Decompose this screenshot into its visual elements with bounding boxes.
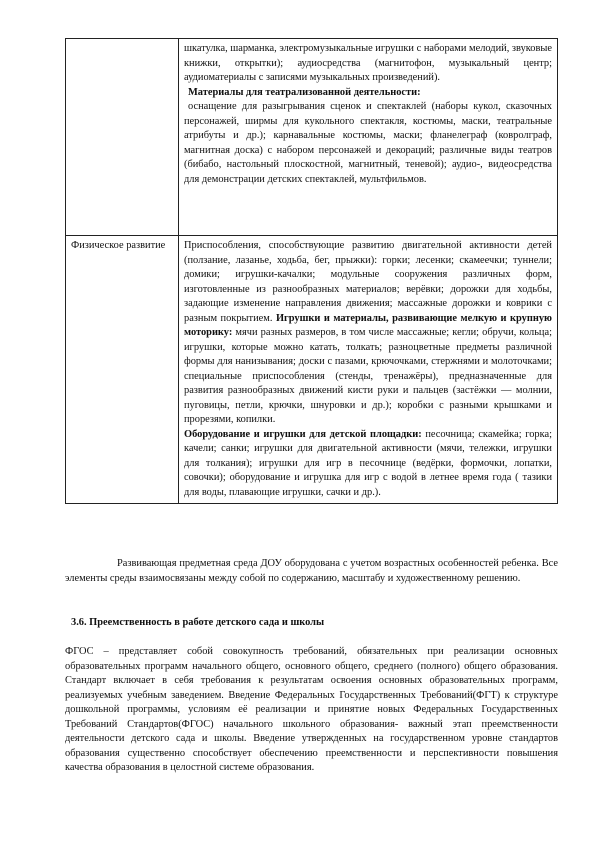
playground-items: песочница; скамейка; горка; качели; санки; игрушки для двигательной активности (мячи, тележки, игрушки для толкания); игрушки для игр в песочнице (ведёрки, формочки, лопатки, совочки); оборудование и игрушка для игр с водой в летнее время года ( тазики для воды, плавающие игрушки, сачки и др.).	[184, 428, 552, 498]
equipment-table	[65, 38, 558, 504]
environment-paragraph: Развивающая предметная среда ДОУ оборудована с учетом возрастных особенностей ребенка. Все элементы среды взаимосвязаны между собой по содержанию, масштабу и художественному решению.	[65, 558, 558, 584]
motor-skills-text: мячи разных размеров, в том числе массажные; кегли; обручи, кольца; игрушки, которые можно катать, толкать; разноцветные предметы различной формы для нанизывания; доски с пазами, крючочками, стержнями и молоточками; специальные приспособления (стенды, тренажёры), предназначенные для развития разнообразных движений кисти руки и пальцев (застёжки — молнии, пуговицы, петли, крючки, шнуровки и др.); коробки с разными крышками и прорезями, копилки.	[184, 327, 552, 425]
motor-skills-heading: Игрушки и материалы, развивающие мелкую и крупную моторику:	[184, 312, 552, 338]
table-cell-area: Физическое развитие	[66, 236, 179, 504]
playground-text	[184, 428, 552, 501]
theatre-materials-text: оснащение для разыгрывания сценок и спектаклей (наборы кукол, сказочных персонажей, ширмы для кукольного спектакля, костюмы, маски, театральные атрибуты и др.); карнавальные костюмы, маски; фланелеграф (ковролграф, магнитная доска) с набором персонажей и декораций; различные виды театров (бибабо, настольный плоскостной, магнитный, теневой); аудио-, видеосредства для демонстрации детских спектаклей, мультфильмов.	[184, 101, 552, 185]
table-row	[66, 236, 558, 504]
playground-heading: Оборудование и игрушки для детской площадки:	[184, 428, 422, 440]
table-cell-content	[179, 236, 558, 504]
table-row	[66, 39, 558, 236]
music-materials-text: шкатулка, шарманка, электромузыкальные игрушки с наборами мелодий, звуковые книжки, открытки); аудиосредства (магнитофон, музыкальный центр; аудиоматериалы с записями музыкальных произведений).	[184, 43, 552, 83]
physical-development-text	[184, 239, 552, 428]
section-title: 3.6. Преемственность в работе детского сада и школы	[71, 617, 325, 628]
physical-development-intro: Приспособления, способствующие развитию двигательной активности детей (ползание, лазанье, ходьба, бег, прыжки): горки; лесенки; скамеечки; туннели; домики; игрушки-качалки; модульные сооружения различных форм, изготовленные из разнообразных материалов; верёвки; дорожки для ходьбы, задающие изменение направления движения; массажные дорожки и коврики с разным покрытием.	[184, 240, 552, 324]
theatre-materials-heading: Материалы для театрализованной деятельности:	[188, 86, 421, 98]
section-paragraph: ФГОС – представляет собой совокупность требований, обязательных при реализации основных образовательных программ начального общего, основного общего, среднего (полного) общего образования. Стандарт включает в себя требования к результатам освоения основных образовательных программ, реализуемых учебным заведением. Введение Федеральных Государственных Требований(ФГТ) к структуре дошкольной программы, условиям её реализации и принятие новых Федеральных Государственных Требований Стандартов(ФГОС) начального школьного образования- важный этап преемственности деятельности детского сада и школы. Введение утвержденных на государственном уровне стандартов образования существенно способствует обеспечению преемственности и перспективности повышения качества образования в целостной системе образования.	[65, 646, 558, 773]
table-cell-empty	[66, 39, 179, 236]
table-cell-content	[179, 39, 558, 236]
